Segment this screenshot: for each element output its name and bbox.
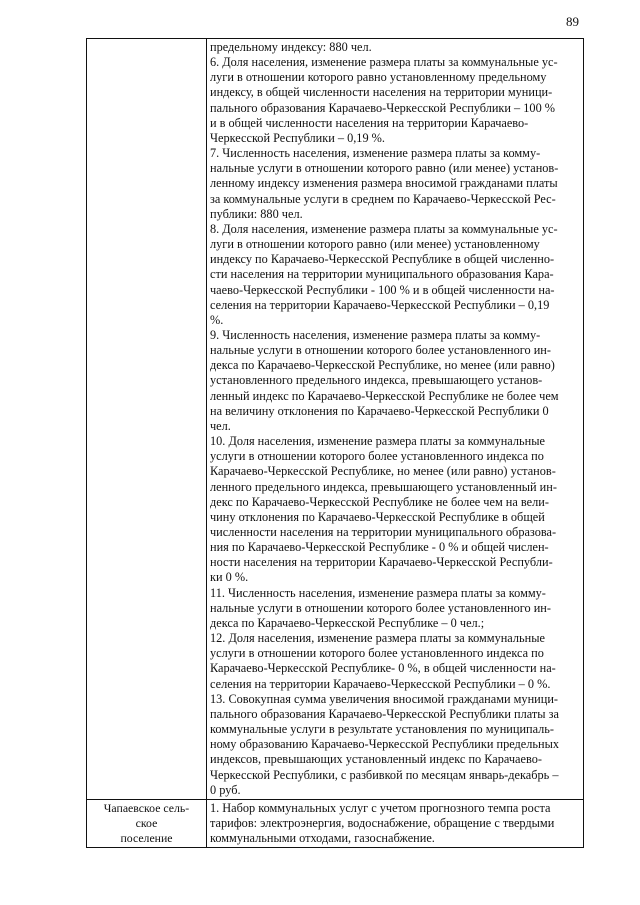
- indicator-text-line: ному образованию Карачаево-Черкесской Республики предельных: [210, 737, 559, 752]
- indicator-text-line: пального образования Карачаево-Черкесской Республики – 100 %: [210, 100, 556, 115]
- indicators-cell: [207, 39, 584, 800]
- indicator-text-line: коммунальными отходами, газоснабжение.: [210, 831, 435, 846]
- indicator-text-line: и в общей численности населения на территории Карачаево-: [210, 115, 529, 130]
- indicator-text-line: 12. Доля населения, изменение размера платы за коммунальные: [210, 631, 545, 646]
- table-body: [87, 39, 584, 848]
- indicator-text-line: нальные услуги в отношении которого равно (или менее) установ-: [210, 161, 559, 176]
- indicator-text-line: индексу по Карачаево-Черкесской Республике в общей численно-: [210, 252, 555, 267]
- indicator-text-line: %.: [210, 312, 224, 327]
- indicator-text-line: чину отклонения по Карачаево-Черкесской Республике в общей: [210, 509, 545, 524]
- indicator-text-line: луги в отношении которого равно (или менее) установленному: [210, 237, 540, 252]
- indicator-text-line: Черкесской Республики – 0,19 %.: [210, 130, 385, 145]
- indicator-text-line: ленного предельного индекса, превышающего установленный ин-: [210, 479, 557, 494]
- indicator-text-line: за коммунальные услуги в среднем по Карачаево-Черкесской Рес-: [210, 191, 556, 206]
- indicator-text-line: селения на территории Карачаево-Черкесской Республики – 0 %.: [210, 676, 551, 691]
- indicator-text-line: 7. Численность населения, изменение размера платы за комму-: [210, 146, 541, 161]
- municipality-name-line: ское: [135, 815, 158, 830]
- indicator-text-line: индексов, превышающих установленный индекс по Карачаево-: [210, 752, 542, 767]
- municipality-cell: [87, 39, 207, 800]
- indicator-text-line: предельному индексу: 880 чел.: [210, 40, 372, 54]
- indicator-text-line: нальные услуги в отношении которого более установленного ин-: [210, 343, 551, 358]
- indicator-text-line: декс по Карачаево-Черкесской Республике не более чем на вели-: [210, 494, 549, 509]
- municipality-name-line: поселение: [120, 830, 173, 845]
- indicator-text-line: 13. Совокупная сумма увеличения вносимой гражданами муници-: [210, 691, 558, 706]
- indicators-table: [86, 38, 584, 848]
- indicator-text-line: тарифов: электроэнергия, водоснабжение, обращение с твердыми: [210, 815, 555, 830]
- indicator-text-line: ности населения на территории Карачаево-Черкесской Республи-: [210, 555, 553, 570]
- indicator-text-line: 9. Численность населения, изменение размера платы за комму-: [210, 327, 541, 342]
- indicator-text-line: декса по Карачаево-Черкесской Республике, но менее (или равно): [210, 358, 555, 373]
- indicator-text-line: ки 0 %.: [210, 570, 249, 585]
- indicator-text-line: 6. Доля населения, изменение размера платы за коммунальные ус-: [210, 55, 558, 70]
- municipality-name-line: Чапаевское сель-: [103, 800, 190, 815]
- indicators-cell: [207, 799, 584, 847]
- indicator-text-line: Черкесской Республики, с разбивкой по месяцам январь-декабрь –: [210, 767, 559, 782]
- indicator-text-line: Карачаево-Черкесской Республике, но менее (или равно) установ-: [210, 464, 556, 479]
- indicator-text-line: ленному индексу изменения размера вносимой гражданами платы: [210, 176, 558, 191]
- indicator-text-line: услуги в отношении которого более установленного индекса по: [210, 646, 544, 661]
- indicator-text-line: чаево-Черкесской Республики - 100 % и в общей численности на-: [210, 282, 555, 297]
- indicator-text-line: индексу, в общей численности населения на территории муници-: [210, 85, 553, 100]
- table-row: [87, 39, 584, 800]
- indicator-text-line: услуги в отношении которого более установленного индекса по: [210, 449, 544, 464]
- indicator-text-line: коммунальные услуги в результате установления по муниципаль-: [210, 722, 555, 737]
- indicator-text-line: пального образования Карачаево-Черкесской Республики платы за: [210, 706, 559, 721]
- table-row: [87, 799, 584, 847]
- indicator-text-line: на величину отклонения по Карачаево-Черкесской Республики 0: [210, 403, 549, 418]
- page-number: 89: [566, 14, 579, 29]
- indicator-text-line: Карачаево-Черкесской Республике- 0 %, в общей численности на-: [210, 661, 556, 676]
- indicator-text-line: луги в отношении которого равно установленному предельному: [210, 70, 547, 85]
- indicator-text-line: установленного предельного индекса, превышающего установ-: [210, 373, 543, 388]
- indicator-text-line: ленный индекс по Карачаево-Черкесской Республике не более чем: [210, 388, 559, 403]
- indicator-text-line: численности населения на территории муниципального образова-: [210, 525, 557, 539]
- indicator-text-line: ния по Карачаево-Черкесской Республике - 0 % и общей числен-: [210, 540, 549, 555]
- municipality-cell: [87, 799, 207, 847]
- indicator-text-line: 8. Доля населения, изменение размера платы за коммунальные ус-: [210, 221, 558, 236]
- indicator-text-line: селения на территории Карачаево-Черкесской Республики – 0,19: [210, 297, 550, 312]
- indicator-text-line: 11. Численность населения, изменение размера платы за комму-: [210, 585, 546, 600]
- indicator-text-line: 10. Доля населения, изменение размера платы за коммунальные: [210, 434, 545, 449]
- indicator-text-line: нальные услуги в отношении которого более установленного ин-: [210, 600, 551, 615]
- indicator-text-line: публики: 880 чел.: [210, 206, 303, 221]
- indicator-text-line: сти населения на территории муниципального образования Кара-: [210, 267, 554, 282]
- indicator-text-line: 0 руб.: [210, 782, 241, 797]
- indicator-text-line: 1. Набор коммунальных услуг с учетом прогнозного темпа роста: [210, 800, 551, 815]
- indicator-text-line: чел.: [210, 418, 231, 433]
- indicator-text-line: декса по Карачаево-Черкесской Республике – 0 чел.;: [210, 615, 485, 630]
